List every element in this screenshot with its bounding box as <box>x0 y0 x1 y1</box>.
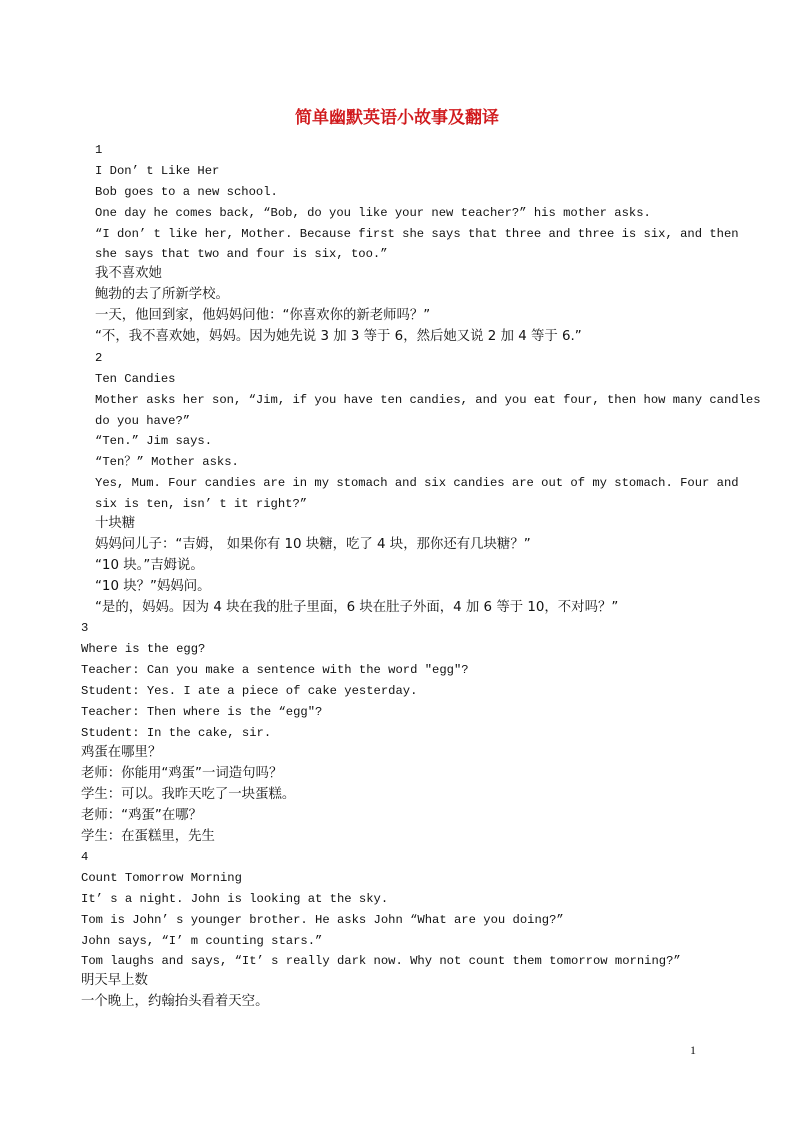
text-line: Ten Candies <box>95 372 176 386</box>
text-line: Student: In the cake, sir. <box>81 726 272 740</box>
text-line: “I don’ t like her, Mother. Because first she says that three and three is six, and then <box>95 227 739 241</box>
text-line: 3 <box>81 621 89 635</box>
text-line: she says that two and four is six, too.” <box>95 247 388 261</box>
translation-line: “是的，妈妈。因为 4 块在我的肚子里面，6 块在肚子外面，4 加 6 等于 10，不对吗？” <box>95 600 619 615</box>
translation-line: 妈妈问儿子：“吉姆， 如果你有 10 块糖，吃了 4 块，那你还有几块糖？” <box>95 537 531 552</box>
text-line: It’ s a night. John is looking at the sky. <box>81 892 389 906</box>
text-line: “Ten？” Mother asks. <box>95 455 239 469</box>
text-line: Teacher: Can you make a sentence with the word ″egg″? <box>81 663 469 677</box>
text-line: 2 <box>95 351 103 365</box>
text-line: Tom laughs and says, “It’ s really dark now. Why not count them tomorrow morning?” <box>81 954 681 968</box>
translation-line: “不，我不喜欢她，妈妈。因为她先说 3 加 3 等于 6，然后她又说 2 加 4 等于 6.” <box>95 329 582 344</box>
text-line: Where is the egg? <box>81 642 206 656</box>
translation-line: 学生：可以。我昨天吃了一块蛋糕。 <box>81 787 296 802</box>
text-line: 4 <box>81 850 89 864</box>
text-line: Teacher: Then where is the “egg″? <box>81 705 323 719</box>
translation-line: “10 块？”妈妈问。 <box>95 579 211 594</box>
text-line: Student: Yes. I ate a piece of cake yesterday. <box>81 684 418 698</box>
text-line: John says, “I’ m counting stars.” <box>81 934 323 948</box>
translation-line: “10 块。”吉姆说。 <box>95 558 204 573</box>
translation-line: 学生：在蛋糕里，先生 <box>81 829 215 844</box>
text-line: I Don’ t Like Her <box>95 164 220 178</box>
page-number: 1 <box>690 1043 696 1057</box>
text-line: Mother asks her son, “Jim, if you have ten candies, and you eat four, then how many candles <box>95 393 761 407</box>
translation-line: 十块糖 <box>95 516 136 531</box>
translation-line: 一个晚上，约翰抬头看着天空。 <box>81 994 269 1009</box>
text-line: Yes, Mum. Four candies are in my stomach and six candies are out of my stomach. Four and <box>95 476 739 490</box>
translation-line: 鸡蛋在哪里？ <box>81 745 162 760</box>
translation-line: 老师：你能用“鸡蛋”一词造句吗？ <box>81 766 283 781</box>
text-line: Bob goes to a new school. <box>95 185 278 199</box>
text-line: six is ten, isn’ t it right?” <box>95 497 308 511</box>
translation-line: 鲍勃的去了所新学校。 <box>95 287 229 302</box>
translation-line: 明天早上数 <box>81 973 148 988</box>
page-title: 简单幽默英语小故事及翻译 <box>295 108 499 128</box>
text-line: “Ten.” Jim says. <box>95 434 213 448</box>
text-line: One day he comes back, “Bob, do you like your new teacher?” his mother asks. <box>95 206 651 220</box>
translation-line: 我不喜欢她 <box>95 266 162 281</box>
text-line: 1 <box>95 143 103 157</box>
translation-line: 老师：“鸡蛋”在哪？ <box>81 808 202 823</box>
translation-line: 一天，他回到家，他妈妈问他：“你喜欢你的新老师吗？” <box>95 308 431 323</box>
text-line: do you have?” <box>95 414 191 428</box>
text-line: Count Tomorrow Morning <box>81 871 242 885</box>
text-line: Tom is John’ s younger brother. He asks John “What are you doing?” <box>81 913 564 927</box>
